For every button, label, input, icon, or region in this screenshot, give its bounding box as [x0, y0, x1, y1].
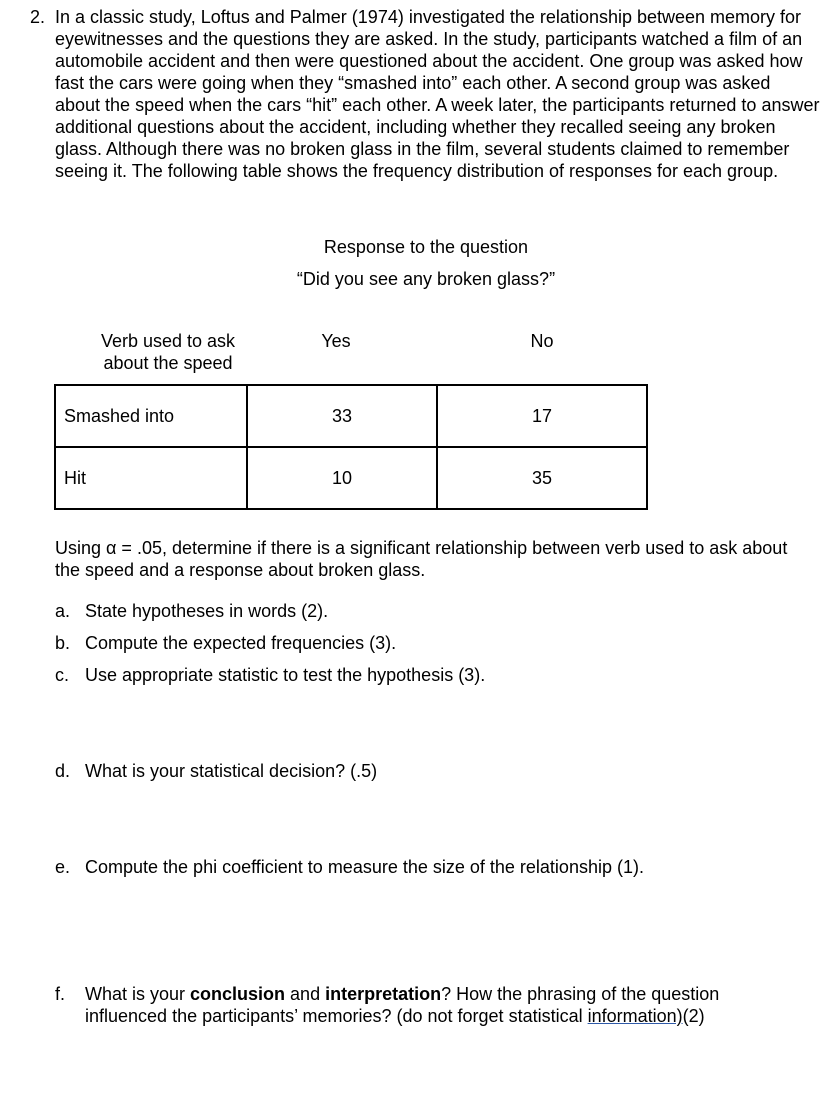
item-f-text-1: What is your — [85, 984, 191, 1004]
item-letter: e. — [55, 857, 71, 877]
task-statement: Using α = .05, determine if there is a significant relationship between verb used to ask about the speed and a response about broken glass. — [55, 538, 788, 580]
cell-no: 35 — [437, 447, 647, 509]
item-text: What is your statistical decision? (.5) — [85, 761, 378, 781]
item-letter: a. — [55, 601, 71, 621]
table-row — [55, 385, 647, 447]
item-letter: f. — [55, 984, 66, 1004]
question-intro: In a classic study, Loftus and Palmer (1974) investigated the relationship between memory for eyewitnesses and the questions they are asked. In the study, participants watched a film of an automobile accident and then were questioned about the accident. One group was asked how fast the cars were going when they “smashed into” each other. A second group was asked about the speed when the cars “hit” each other. A week later, the participants returned to answer additional questions about the accident, including whether they recalled seeing any broken glass. Although there was no broken glass in the film, several students claimed to remember seeing it. The following table shows the frequency distribution of responses for each group. — [55, 7, 820, 181]
item-text: Compute the phi coefficient to measure the size of the relationship (1). — [85, 857, 644, 877]
question-number: 2. — [30, 7, 46, 27]
item-f-text-3: ? How the phrasing of the question influenced the participants’ memories? (do not forget statistical — [85, 984, 720, 1026]
row-header-line2: about the speed — [103, 353, 233, 373]
item-letter: c. — [55, 665, 70, 685]
cell-no: 17 — [437, 385, 647, 447]
item-f-bold-interpretation: interpretation — [325, 984, 442, 1004]
response-header-line1: Response to the question — [323, 237, 529, 257]
item-text — [85, 983, 805, 1027]
item-c — [55, 664, 485, 686]
item-f — [55, 983, 720, 1026]
table-row — [55, 447, 647, 509]
item-e — [55, 856, 644, 878]
item-text: Compute the expected frequencies (3). — [85, 633, 397, 653]
item-b — [55, 632, 396, 654]
column-header-yes: Yes — [321, 331, 351, 351]
item-text: Use appropriate statistic to test the hypothesis (3). — [85, 665, 486, 685]
item-letter: d. — [55, 761, 71, 781]
response-header-line2: “Did you see any broken glass?” — [296, 269, 556, 289]
item-f-link[interactable]: information) — [587, 1006, 683, 1026]
frequency-table — [54, 384, 648, 510]
item-f-text-2: and — [285, 984, 326, 1004]
cell-yes: 33 — [247, 385, 437, 447]
item-text: State hypotheses in words (2). — [85, 601, 329, 621]
item-letter: b. — [55, 633, 71, 653]
row-label: Hit — [55, 447, 247, 509]
row-header-line1: Verb used to ask — [100, 331, 236, 351]
row-header — [55, 330, 281, 374]
cell-yes: 10 — [247, 447, 437, 509]
column-header-no: No — [530, 331, 554, 351]
item-f-bold-conclusion: conclusion — [190, 984, 286, 1004]
item-a — [55, 600, 328, 622]
row-label: Smashed into — [55, 385, 247, 447]
item-f-text-4: (2) — [682, 1006, 705, 1026]
item-d — [55, 760, 377, 782]
